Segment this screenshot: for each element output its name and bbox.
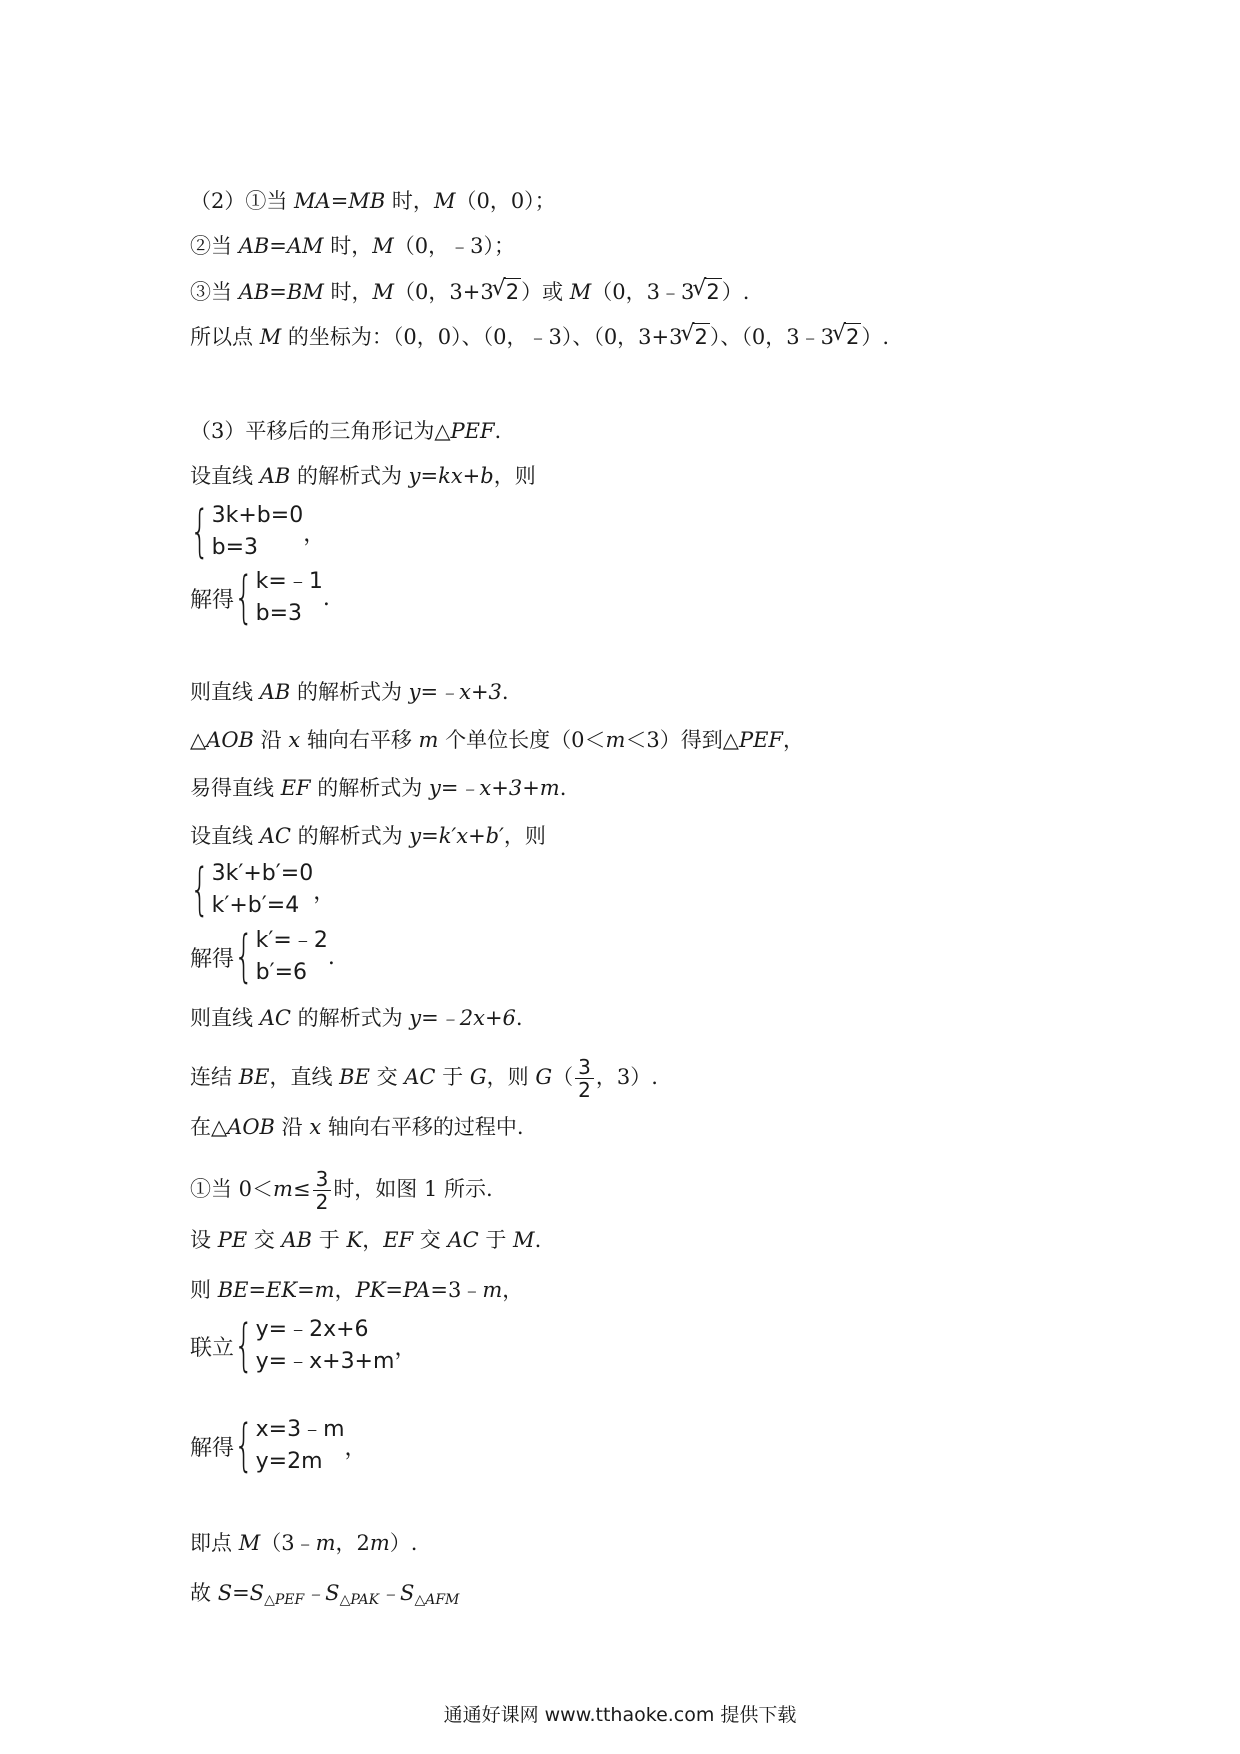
part3-translation: △AOB 沿 x 轴向右平移 m 个单位长度（0＜m＜3）得到△PEF， bbox=[190, 728, 804, 752]
part3-line-ab-setup: 设直线 AB 的解析式为 y=kx+b，则 bbox=[190, 464, 536, 488]
fraction: $\frac{3}{2}$ bbox=[313, 1168, 332, 1213]
sqrt-symbol: √ 2 bbox=[834, 323, 861, 350]
part2-case2: ②当 AB=AM 时，M（0，﹣3）； bbox=[190, 234, 515, 258]
equation-system-2: 解得{ k=﹣1 b=3 . bbox=[190, 565, 330, 630]
part2-case1: （2）①当 MA=MB 时，M（0，0）； bbox=[190, 189, 556, 213]
part3-intersections: 设 PE 交 AB 于 K，EF 交 AC 于 M. bbox=[190, 1228, 542, 1252]
equation-system-4: 解得{ k′=﹣2 b′=6 . bbox=[190, 924, 335, 989]
left-brace: { bbox=[190, 499, 210, 564]
part3-line-ef: 易得直线 EF 的解析式为 y=﹣x+3+m. bbox=[190, 776, 567, 800]
fraction: $\frac{3}{2}$ bbox=[575, 1056, 594, 1101]
part3-line-ab-result: 则直线 AB 的解析式为 y=﹣x+3. bbox=[190, 680, 509, 704]
part3-line-ac-result: 则直线 AC 的解析式为 y=﹣2x+6. bbox=[190, 1006, 523, 1030]
part3-case1-condition: ①当 0＜m≤ $\frac{3}{2}$ 时，如图 1 所示. bbox=[190, 1167, 493, 1214]
part3-intro: （3）平移后的三角形记为△PEF. bbox=[190, 419, 502, 443]
part3-line-ac-setup: 设直线 AC 的解析式为 y=k′x+b′，则 bbox=[190, 824, 546, 848]
part3-translation-process: 在△AOB 沿 x 轴向右平移的过程中. bbox=[190, 1115, 524, 1139]
sqrt-symbol: √ 2 bbox=[694, 278, 721, 305]
equation-system-6: 解得{ x=3﹣m y=2m ， bbox=[190, 1413, 367, 1478]
left-brace: { bbox=[234, 565, 254, 630]
part3-point-g: 连结 BE，直线 BE 交 AC 于 G，则 G（ $\frac{3}{2}$ ，3）. bbox=[190, 1055, 658, 1102]
part3-area-formula: 故 $S=S_{\triangle PEF}﹣S_{\triangle PAK}﹣S_{\triangle AFM}$ bbox=[190, 1581, 460, 1608]
part2-case3: ③当 AB=BM 时，M（0，3+3√ 2）或 M（0，3﹣3√ 2）. bbox=[190, 278, 749, 305]
equation-system-1: { 3k+b=0 b=3 ， bbox=[190, 499, 326, 564]
left-brace: { bbox=[234, 924, 254, 989]
page-footer: 通通好课网 www.tthaoke.com 提供下载 bbox=[443, 1704, 797, 1726]
left-brace: { bbox=[234, 1313, 254, 1378]
left-brace: { bbox=[190, 857, 210, 922]
sqrt-symbol: √ 2 bbox=[683, 323, 710, 350]
equation-system-3: { 3k′+b′=0 k′+b′=4 ， bbox=[190, 857, 336, 922]
part3-point-m: 即点 M（3﹣m，2m）. bbox=[190, 1531, 418, 1555]
part3-lengths: 则 BE=EK=m，PK=PA=3﹣m， bbox=[190, 1278, 524, 1302]
left-brace: { bbox=[234, 1413, 254, 1478]
sqrt-symbol: √ 2 bbox=[494, 278, 521, 305]
equation-system-5: 联立{ y=﹣2x+6 y=﹣x+3+m ， bbox=[190, 1313, 417, 1378]
part2-conclusion: 所以点 M 的坐标为：（0，0）、（0，﹣3）、（0，3+3√ 2）、（0，3﹣3√ 2）. bbox=[190, 323, 889, 350]
